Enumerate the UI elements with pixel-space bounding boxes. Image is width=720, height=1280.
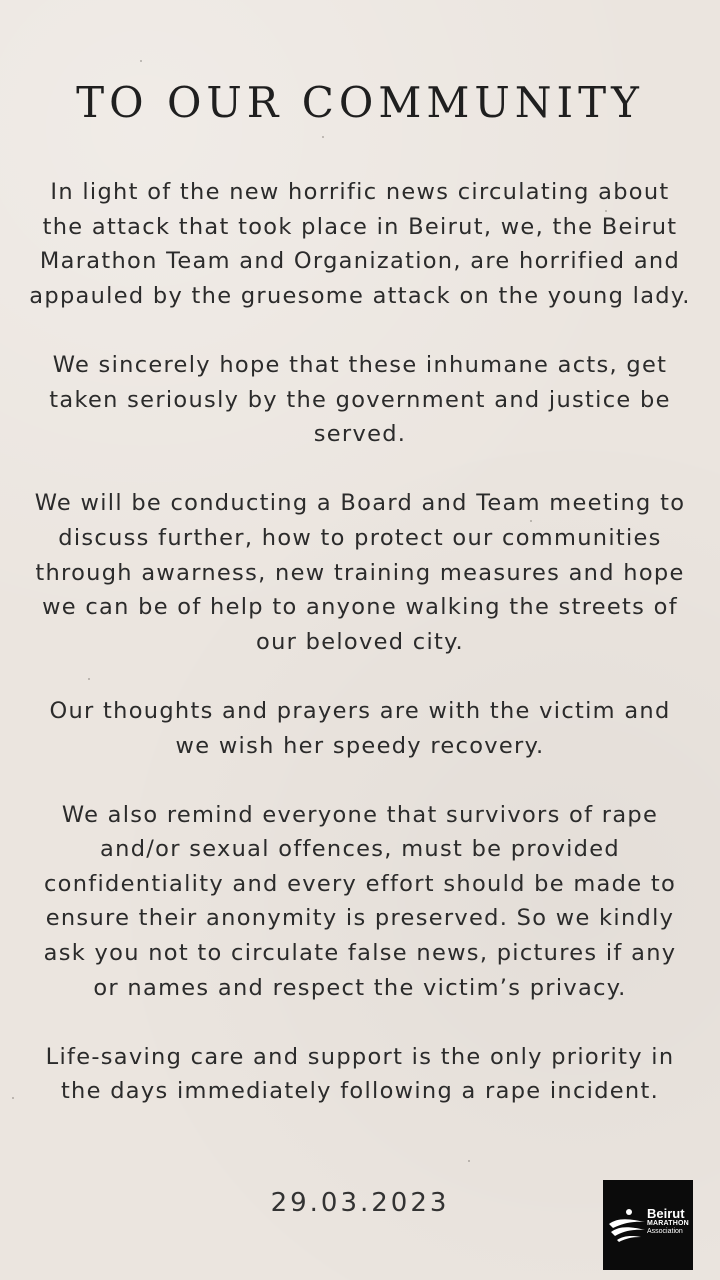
paragraph-6: Life-saving care and support is the only priority in the days immediately following a rape incident. <box>45 1043 675 1105</box>
logo-line2: MARATHON <box>647 1220 689 1227</box>
statement-body <box>28 175 692 1144</box>
page-title: TO OUR COMMUNITY <box>76 78 644 127</box>
paper-speck <box>140 60 142 62</box>
paragraph-3: We will be conducting a Board and Team meeting to discuss further, how to protect our communities through awarness, new training measures and hope we can be of help to anyone walking the streets of our beloved city. <box>34 490 686 655</box>
paragraph-4: Our thoughts and prayers are with the victim and we wish her speedy recovery. <box>49 697 671 759</box>
beirut-marathon-logo <box>603 1180 693 1270</box>
paragraph-1: In light of the new horrific news circulating about the attack that took place in Beirut, we, the Beirut Marathon Team and Organization, are horrified and appauled by the gruesome attack on the young lady. <box>29 179 691 309</box>
logo-line3: Association <box>647 1228 683 1235</box>
logo-name: Beirut <box>647 1206 685 1221</box>
paper-speck <box>322 136 324 138</box>
paragraph-2: We sincerely hope that these inhumane acts, get taken seriously by the government and justice be served. <box>49 351 671 448</box>
paragraph-5: We also remind everyone that survivors of rape and/or sexual offences, must be provided confidentiality and every effort should be made to ensure their anonymity is preserved. So we kindly ask you not to circulate false news, pictures if any or names and respect the victim’s privacy. <box>43 801 677 1001</box>
paper-speck <box>12 1097 14 1099</box>
runner-wave-icon <box>607 1208 647 1242</box>
statement-date: 29.03.2023 <box>270 1188 450 1218</box>
paper-speck <box>468 1160 470 1162</box>
